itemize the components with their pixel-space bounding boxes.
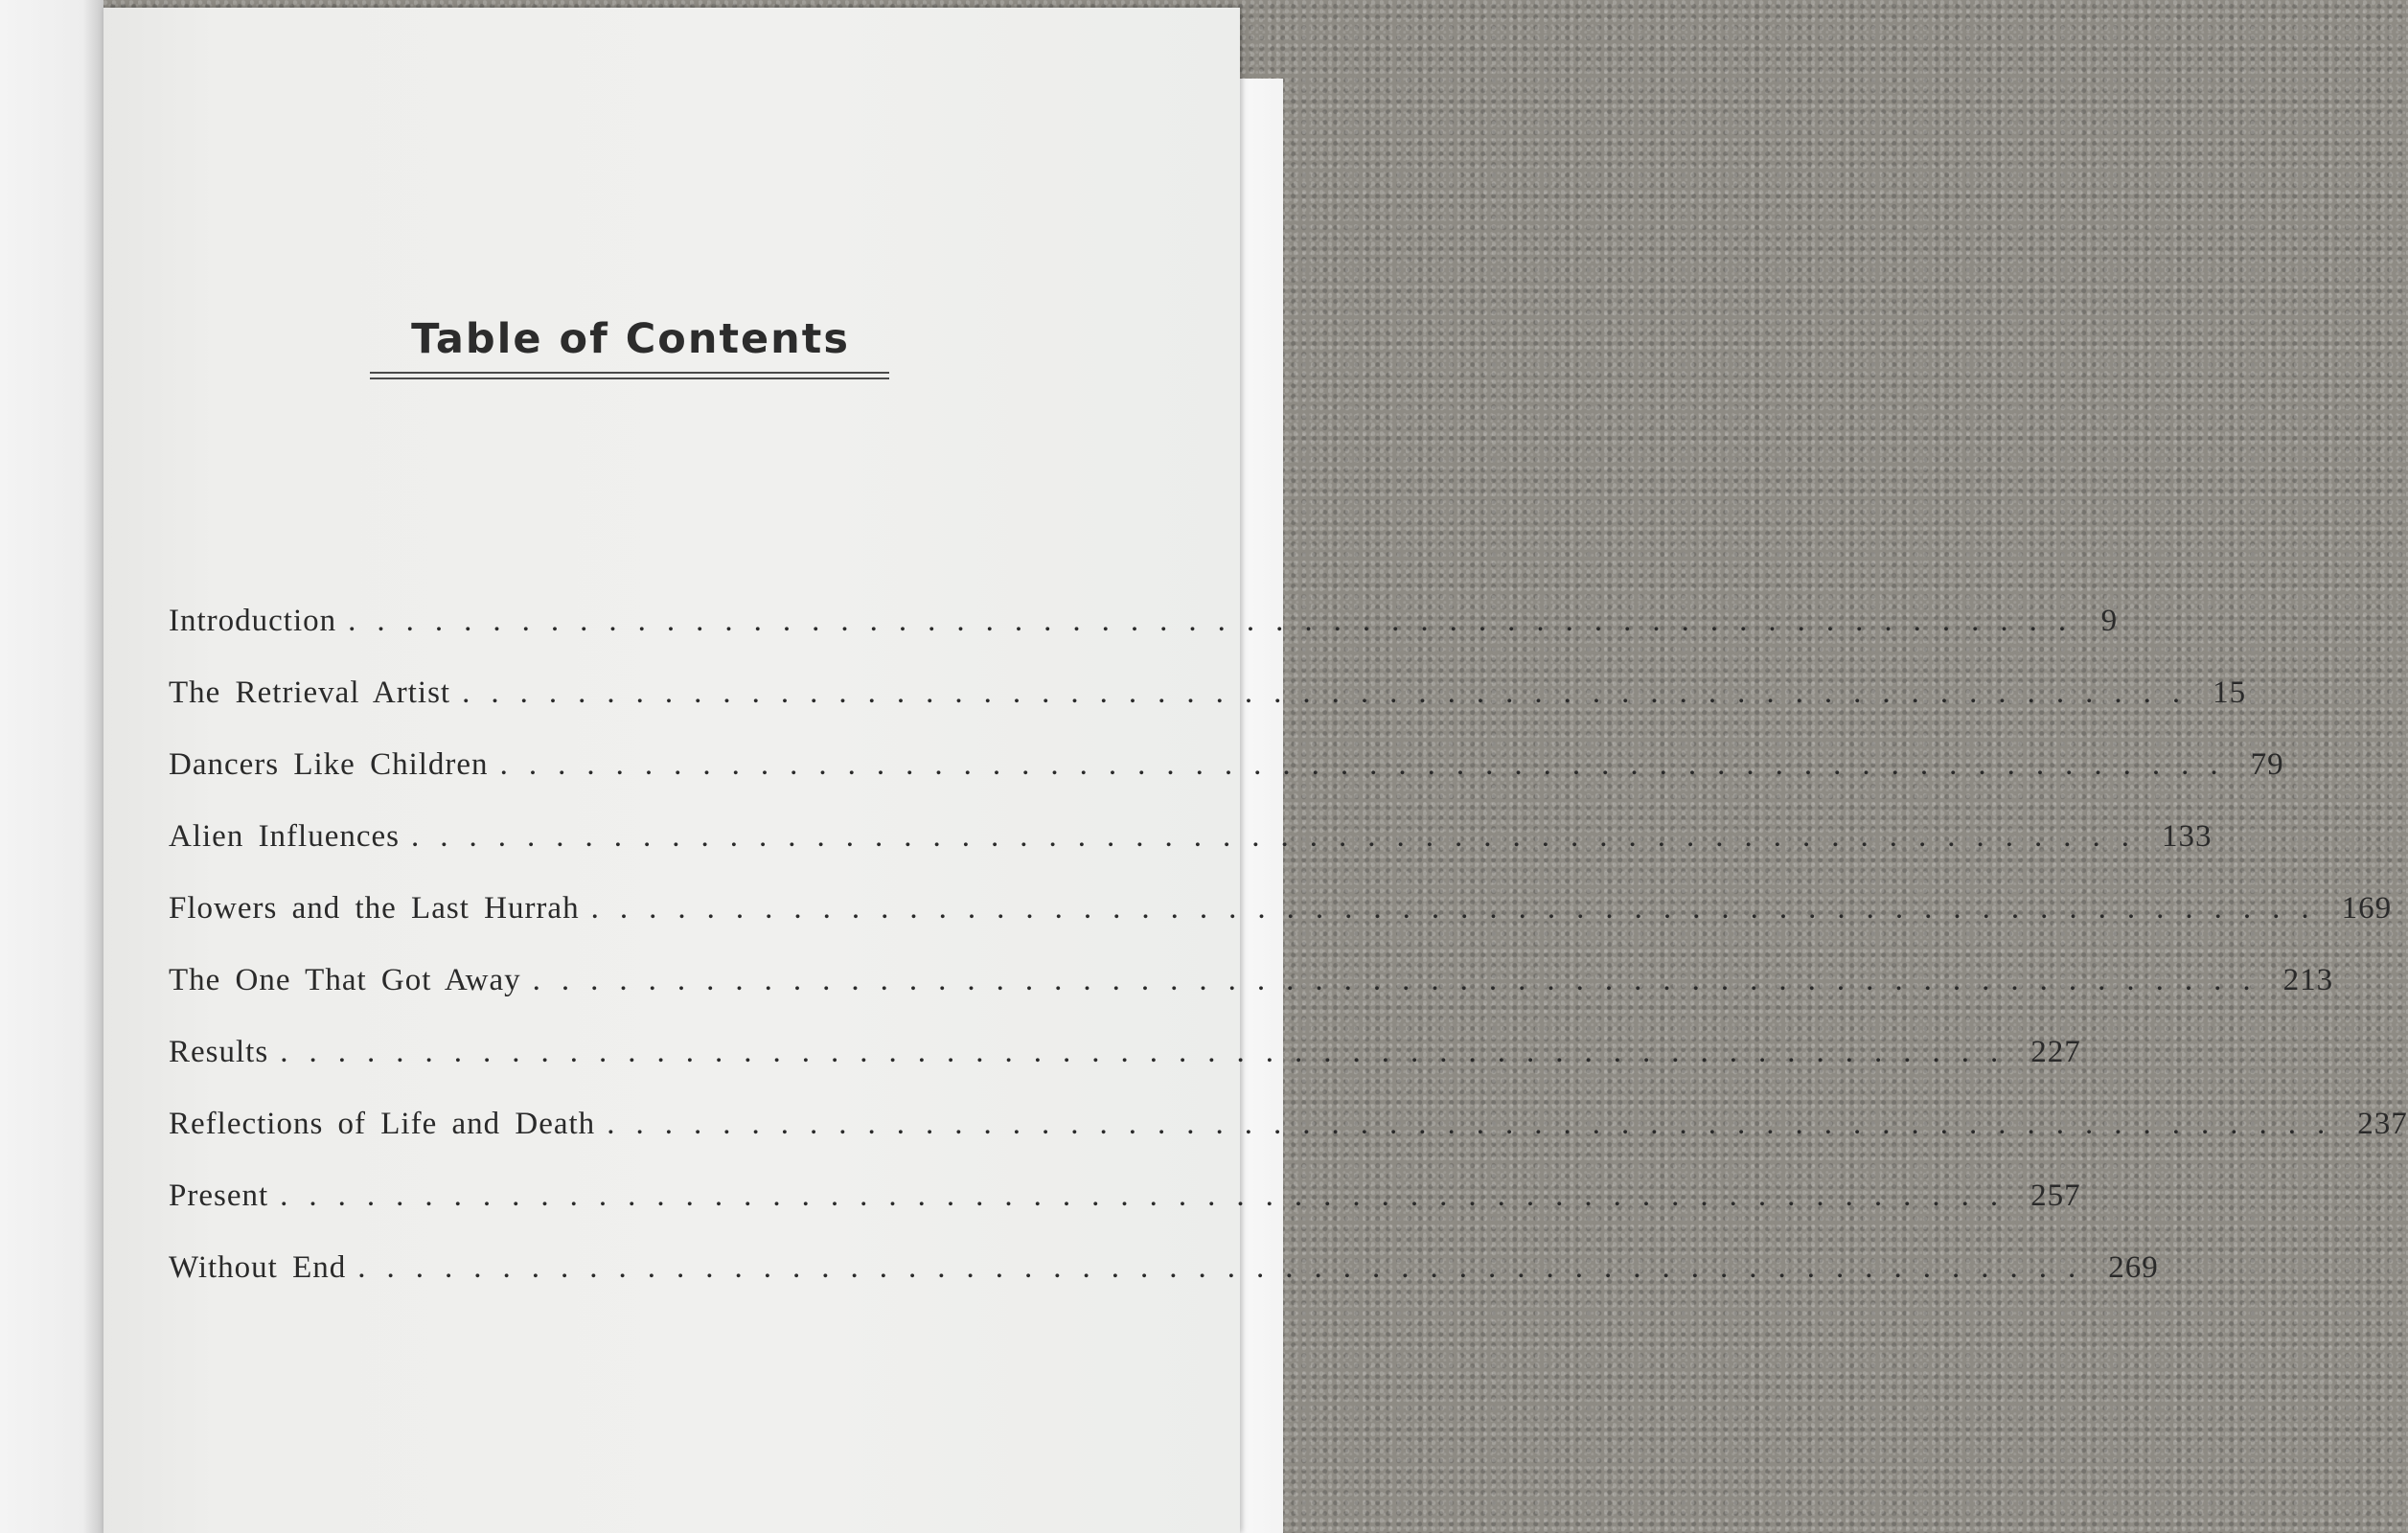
dot-leader: ............................................................ xyxy=(348,604,2088,638)
toc-entry-page: 269 xyxy=(2108,1250,2159,1285)
dot-leader: ............................................................ xyxy=(607,1107,2347,1141)
toc-entry-title: The Retrieval Artist xyxy=(169,675,451,710)
toc-entry xyxy=(169,891,2393,963)
heading-block xyxy=(372,312,889,379)
toc-entry-title: Present xyxy=(169,1178,269,1213)
dot-leader: ............................................................ xyxy=(280,1035,2020,1069)
toc-entry-page: 227 xyxy=(2030,1035,2081,1069)
title-underline-bottom xyxy=(370,378,889,379)
dot-leader: ............................................................ xyxy=(462,675,2202,710)
page-title: Table of Contents xyxy=(411,315,850,363)
toc-entry-title: Flowers and the Last Hurrah xyxy=(169,891,580,926)
title-underline-top xyxy=(370,372,889,374)
dot-leader: ............................................................ xyxy=(532,963,2272,997)
toc-entry xyxy=(169,1178,2081,1250)
toc-list xyxy=(169,604,2408,1322)
toc-entry-page: 9 xyxy=(2100,604,2119,638)
toc-entry-title: Dancers Like Children xyxy=(169,747,489,782)
toc-entry xyxy=(169,1107,2408,1178)
toc-entry-title: The One That Got Away xyxy=(169,963,521,997)
toc-entry-title: Results xyxy=(169,1035,269,1069)
toc-entry xyxy=(169,963,2334,1035)
toc-entry xyxy=(169,1035,2081,1107)
toc-entry-page: 133 xyxy=(2162,819,2213,854)
toc-entry-page: 169 xyxy=(2341,891,2393,926)
toc-entry xyxy=(169,604,2119,675)
toc-entry-title: Reflections of Life and Death xyxy=(169,1107,596,1141)
toc-entry-page: 213 xyxy=(2282,963,2334,997)
toc-entry-title: Introduction xyxy=(169,604,337,638)
dot-leader: ............................................................ xyxy=(280,1178,2020,1213)
dot-leader: ............................................................ xyxy=(411,819,2150,854)
toc-entry-title: Without End xyxy=(169,1250,347,1285)
toc-entry xyxy=(169,819,2213,891)
toc-entry-page: 237 xyxy=(2357,1107,2408,1141)
toc-entry-page: 79 xyxy=(2250,747,2284,782)
dot-leader: ............................................................ xyxy=(357,1250,2098,1285)
dot-leader: ............................................................ xyxy=(590,891,2330,926)
previous-page-edge xyxy=(0,0,103,1533)
toc-entry xyxy=(169,675,2247,747)
toc-entry-page: 15 xyxy=(2213,675,2247,710)
toc-entry xyxy=(169,747,2284,819)
dot-leader: ............................................................ xyxy=(499,747,2239,782)
book-page xyxy=(103,8,2408,1533)
toc-entry xyxy=(169,1250,2159,1322)
toc-entry-title: Alien Influences xyxy=(169,819,400,854)
toc-entry-page: 257 xyxy=(2030,1178,2081,1213)
